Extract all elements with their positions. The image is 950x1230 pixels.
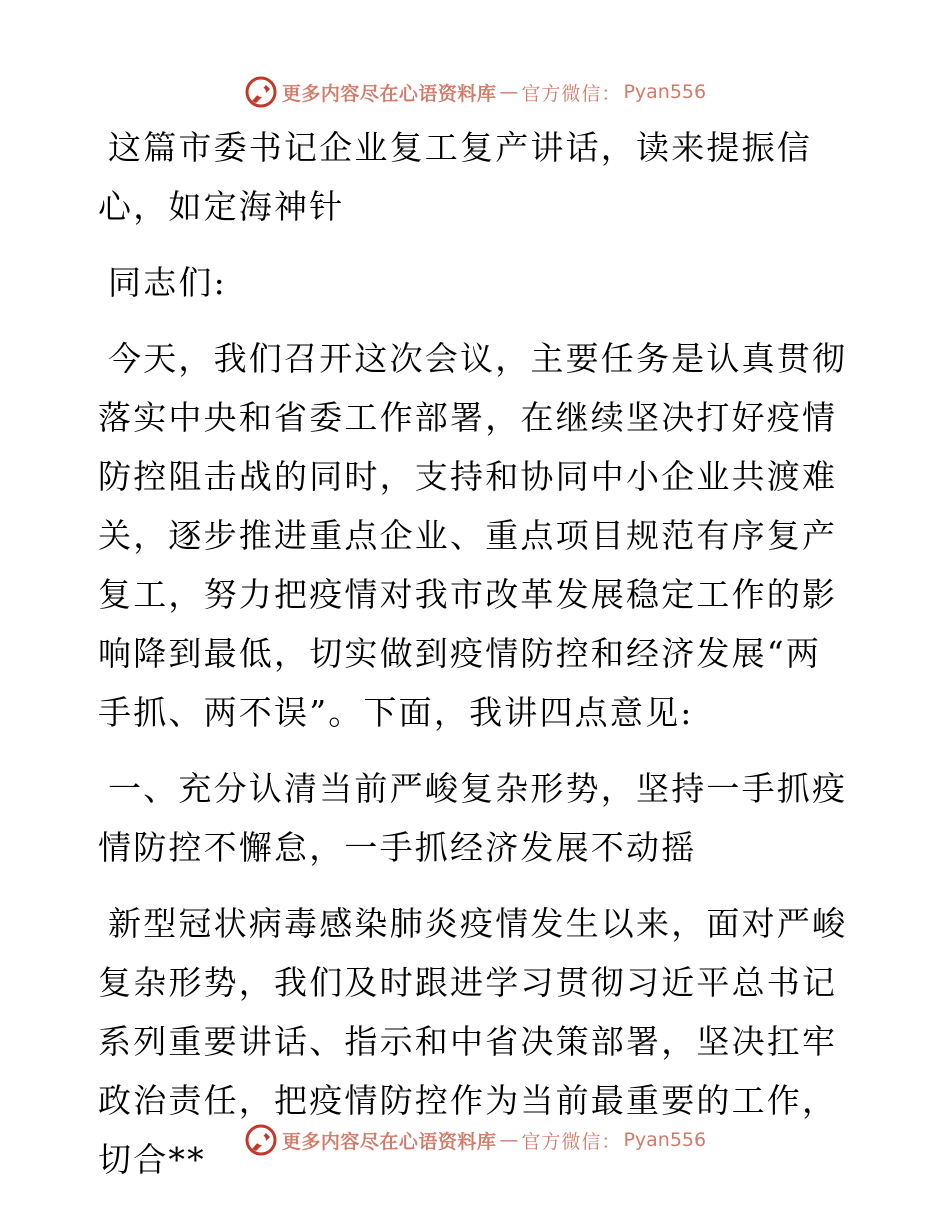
watermark-banner-top — [0, 72, 950, 112]
watermark-wechat-id: Pyan556 — [623, 1129, 707, 1151]
watermark-label: 官方微信： — [521, 82, 622, 105]
watermark-banner-bottom — [0, 1120, 950, 1160]
document-body — [98, 118, 850, 1206]
intro-paragraph: 今天，我们召开这次会议，主要任务是认真贯彻落实中央和省委工作部署，在继续坚决打好疫情防控阻击战的同时，支持和协同中小企业共渡难关，逐步推进重点企业、重点项目规范有序复产复工，努力把疫情对我市改革发展稳定工作的影响降到最低，切实做到疫情防控和经济发展“两手抓、两不误”。下面，我讲四点意见: — [98, 339, 848, 732]
watermark-separator: — — [499, 1129, 519, 1151]
watermark-brand: 更多内容尽在心语资料库 — [281, 1130, 497, 1153]
section-1-paragraph: 新型冠状病毒感染肺炎疫情发生以来，面对严峻复杂形势，我们及时跟进学习贯彻习近平总书记系列重要讲话、指示和中省决策部署，坚决扛牢政治责任，把疫情防控作为当前最重要的工作，切合** — [98, 904, 848, 1179]
watermark-separator: — — [499, 81, 519, 103]
watermark-brand: 更多内容尽在心语资料库 — [281, 82, 497, 105]
salutation: 同志们: — [108, 263, 227, 302]
watermark-label: 官方微信： — [521, 1130, 622, 1153]
document-title: 这篇市委书记企业复工复产讲话，读来提振信心，如定海神针 — [98, 128, 812, 226]
pen-logo-icon — [244, 75, 278, 109]
section-heading-1: 一、充分认清当前严峻复杂形势，坚持一手抓疫情防控不懈怠，一手抓经济发展不动摇 — [98, 769, 848, 867]
watermark-wechat-id: Pyan556 — [623, 81, 707, 103]
pen-logo-icon — [244, 1123, 278, 1157]
